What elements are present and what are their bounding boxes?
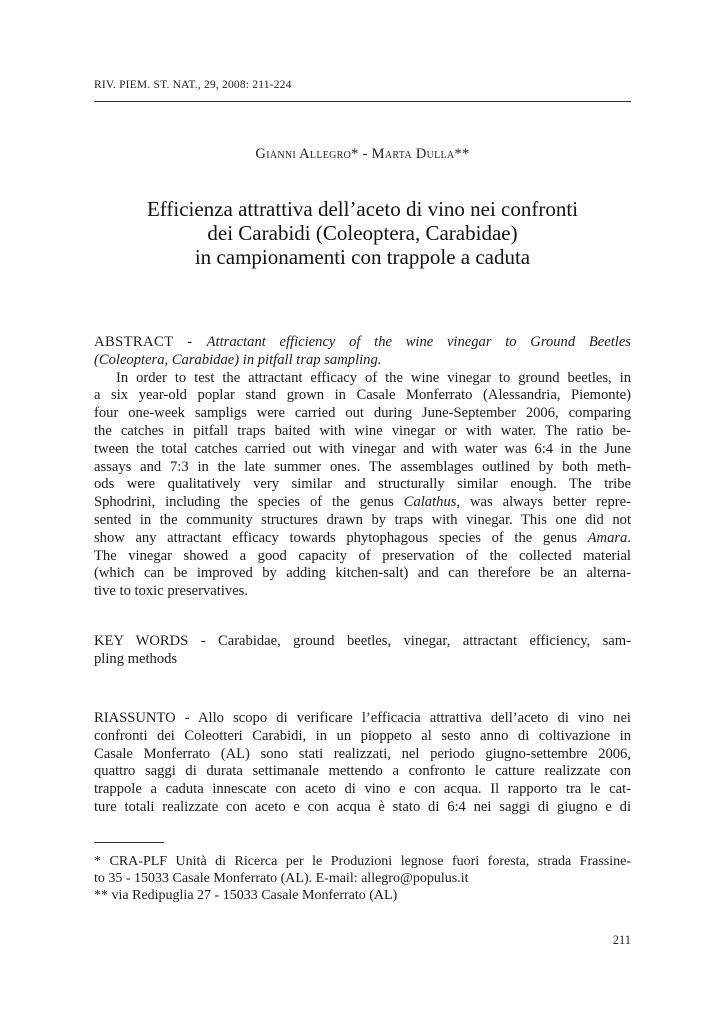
abstract-line: In order to test the attractant efficacy of the wine vinegar to ground beetles, in [116,369,631,386]
abstract-line [94,530,631,548]
keywords-line: KEY WORDS - Carabidae, ground beetles, vinegar, attractant efficiency, sam- [94,633,631,649]
riassunto-line: confronti dei Coleotteri Carabidi, in un pioppeto al sesto anno di coltivazione in [94,727,631,744]
abstract-line: a six year-old poplar stand grown in Casale Monferrato (Alessandria, Piemonte) [94,387,631,404]
text-run: , was always better repre- [456,494,631,511]
keywords-line: pling methods [94,650,178,667]
abstract-line: the catches in pitfall traps baited with wine vinegar or with water. The ratio be- [94,422,631,439]
text-run: . [627,529,631,546]
abstract-line: tween the total catches carried out with vinegar and with water was 6:4 in the June [94,440,631,457]
footnote-line: ** via Redipuglia 27 - 15033 Casale Monferrato (AL) [94,888,398,903]
footnote-rule [94,842,164,843]
abstract-label: ABSTRACT - [94,334,207,350]
text-run: Sphodrini, including the species of the genus [94,494,404,511]
page-number: 211 [612,933,631,947]
header-rule [94,101,631,102]
text-run: show any attractant efficacy towards phytophagous species of the genus [94,529,588,546]
keywords [94,633,631,669]
abstract-line: ods were qualitatively very similar and structurally similar enough. The tribe [94,476,631,493]
abstract-line: four one-week sampligs were carried out during June-September 2006, comparing [94,405,631,422]
riassunto-line: RIASSUNTO - Allo scopo di verificare l’efficacia attrattiva dell’aceto di vino nei [94,710,631,726]
abstract-line: The vinegar showed a good capacity of preservation of the collected material [94,547,631,564]
running-head: RIV. PIEM. ST. NAT., 29, 2008: 211-224 [94,79,292,91]
abstract-heading-line [94,334,631,352]
genus-name: Calathus [403,494,457,511]
abstract-line: sented in the community structures drawn by traps with vinegar. This one did not [94,511,631,528]
riassunto [94,710,631,817]
riassunto-line: trappole a caduta innescate con aceto di vino e con acqua. Il rapporto tra le cat- [94,781,631,798]
riassunto-line: ture totali realizzate con aceto e con acqua è stato di 6:4 nei saggi di giugno e di [94,798,631,815]
title-line: Efficienza attrattiva dell’aceto di vino nei confronti [146,197,579,221]
abstract-line: (which can be improved by adding kitchen-salt) and can therefore be an alterna- [94,565,631,582]
footnote-line: to 35 - 15033 Casale Monferrato (AL). E-mail: allegro@populus.it [94,871,469,886]
abstract-line: tive to toxic preservatives. [94,583,248,600]
riassunto-line: Casale Monferrato (AL) sono stati realizzati, nel periodo giugno-settembre 2006, [94,745,631,762]
abstract-title: Attractant efficiency of the wine vinegar to Ground Beetles [206,334,631,350]
article-title [94,197,631,269]
footnotes [94,853,631,904]
riassunto-line: quattro saggi di durata settimanale mettendo a confronto le catture realizzate con [94,763,631,780]
abstract-line: assays and 7:3 in the late summer ones. The assemblages outlined by both meth- [94,458,631,475]
abstract-line [94,494,631,512]
genus-name: Amara [587,529,628,546]
footnote-line: * CRA-PLF Unità di Ricerca per le Produzioni legnose fuori foresta, strada Frassine- [94,854,631,869]
abstract [94,334,631,601]
title-line: dei Carabidi (Coleoptera, Carabidae) [207,221,518,245]
authors: Gianni Allegro* - Marta Dulla** [255,146,470,162]
title-line: in campionamenti con trappole a caduta [194,245,531,269]
abstract-title-cont: (Coleoptera, Carabidae) in pitfall trap sampling. [94,351,382,368]
